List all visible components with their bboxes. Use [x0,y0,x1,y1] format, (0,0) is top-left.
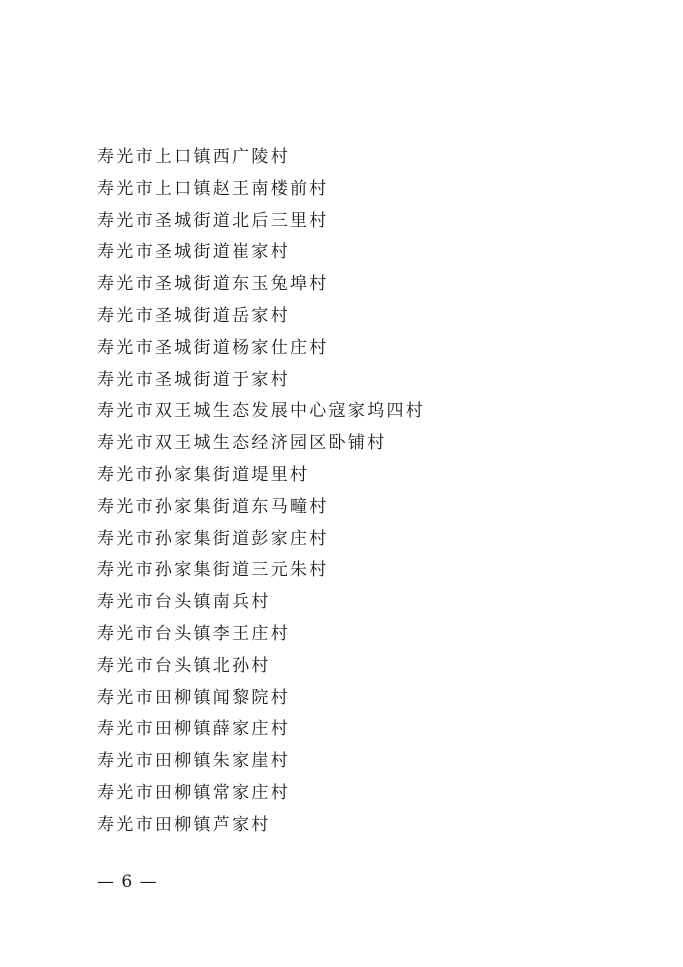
village-item: 寿光市田柳镇常家庄村 [97,782,290,803]
village-item: 寿光市上口镇西广陵村 [97,147,290,167]
village-item: 寿光市台头镇北孙村 [97,655,271,676]
village-list [97,142,425,842]
village-item: 寿光市圣城街道崔家村 [97,242,290,263]
village-item: 寿光市孙家集街道彭家庄村 [97,528,329,549]
village-item: 寿光市圣城街道杨家仕庄村 [97,337,329,358]
village-item: 寿光市孙家集街道三元朱村 [97,560,329,581]
village-item: 寿光市孙家集街道东马疃村 [97,496,329,517]
village-item: 寿光市田柳镇芦家村 [97,814,271,835]
village-item: 寿光市双王城生态发展中心寇家坞四村 [97,401,426,422]
village-item: 寿光市双王城生态经济园区卧铺村 [97,433,387,454]
village-item: 寿光市田柳镇朱家崖村 [97,751,290,772]
village-item: 寿光市上口镇赵王南楼前村 [97,178,329,199]
page-number: — 6 — [97,872,158,892]
village-item: 寿光市圣城街道东玉兔埠村 [97,274,329,295]
village-item: 寿光市田柳镇薛家庄村 [97,719,290,740]
village-item: 寿光市台头镇南兵村 [97,592,271,613]
village-item: 寿光市田柳镇闻黎院村 [97,687,290,708]
village-item: 寿光市孙家集街道堤里村 [97,464,310,485]
village-item: 寿光市台头镇李王庄村 [97,623,290,644]
village-item: 寿光市圣城街道岳家村 [97,305,290,326]
village-item: 寿光市圣城街道于家村 [97,369,290,390]
village-item: 寿光市圣城街道北后三里村 [97,210,329,231]
